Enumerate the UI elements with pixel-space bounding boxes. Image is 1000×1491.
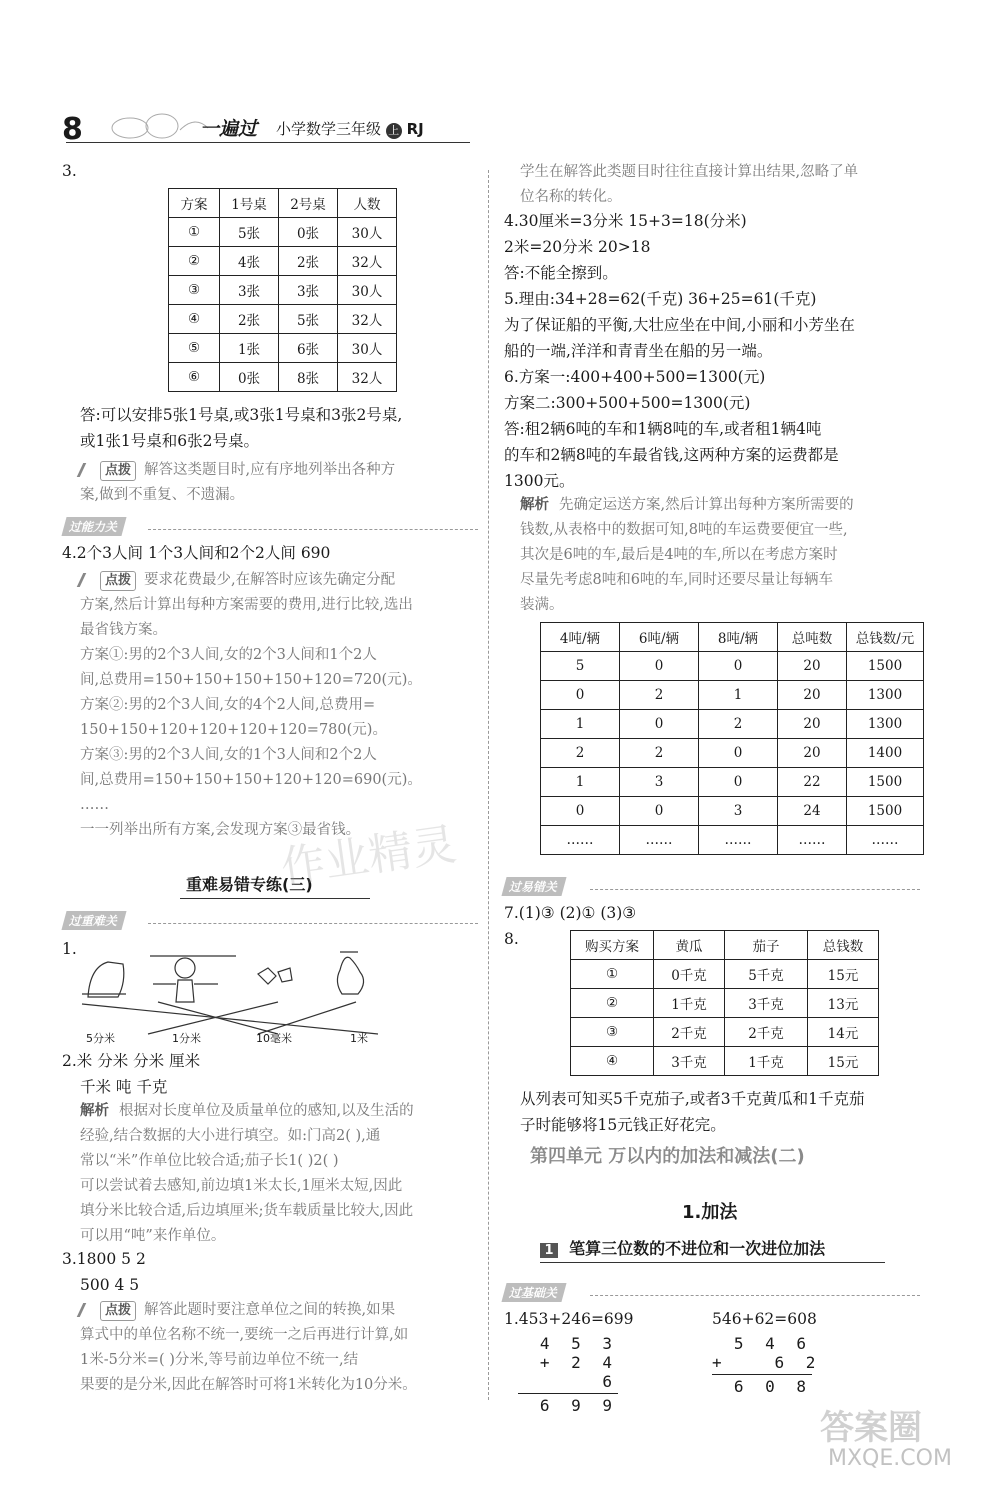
table-cell: 1300: [847, 710, 924, 739]
text-line: 学生在解答此类题目时往往直接计算出结果,忽略了单: [520, 164, 859, 180]
table-cell: 4张: [220, 247, 279, 276]
table-cell: 22: [778, 768, 847, 797]
table-row: [541, 623, 924, 652]
watermark-logo: 答案圈: [820, 1408, 922, 1448]
table-cell: 1: [541, 710, 620, 739]
text-line: 钱数,从表格中的数据可知,8吨的车运费要便宜一些,: [520, 522, 848, 538]
tip-badge: 点拨: [100, 571, 136, 591]
table-cell: 1400: [847, 739, 924, 768]
table-row: [169, 305, 397, 334]
text-line: 船的一端,洋洋和青青坐在船的另一端。: [504, 342, 773, 360]
text-line: ……: [80, 797, 109, 813]
table-cell: 30人: [338, 218, 397, 247]
text-line: 方案,然后计算出每种方案需要的费用,进行比较,选出: [80, 597, 413, 613]
table-row: [541, 797, 924, 826]
matching-lines: [78, 942, 478, 1042]
q8-label: 8.: [504, 930, 519, 948]
section-tag-difficulty: [64, 910, 124, 930]
calc-line: + 2 4 6: [539, 1353, 618, 1391]
text-line: 1米-5分米=( )分米,等号前边单位不统一,结: [80, 1352, 359, 1368]
text-line: 最省钱方案。: [80, 622, 167, 638]
text-line: 方案③:男的2个3人间,女的1个3人间和2个2人: [80, 747, 377, 763]
text-segment: 解答此题时要注意单位之间的转换,如果: [144, 1302, 396, 1318]
table-cell: 1: [541, 768, 620, 797]
table-cell: ②: [571, 989, 654, 1018]
tag-label: 过重难关: [61, 911, 126, 930]
table-row: [541, 710, 924, 739]
text-line: [80, 568, 422, 593]
table-cell: 0千克: [654, 960, 725, 989]
text-line: 的车和2辆8吨的车最省钱,这两种方案的运费都是: [504, 446, 839, 464]
match-label: 10毫米: [256, 1032, 292, 1045]
text-line: [80, 1098, 414, 1124]
text-line: 常以“米”作单位比较合适;茄子长1( )2( ): [80, 1153, 339, 1169]
table-row: [541, 768, 924, 797]
table-cell: 15元: [808, 960, 879, 989]
table-cell: 0: [699, 768, 778, 797]
pen-icon: [77, 1303, 101, 1317]
table-cell: ⑤: [169, 334, 220, 363]
text-line: 150+150+120+120+120+120=780(元)。: [80, 722, 387, 738]
text-line: 填分米比较合适,后边填厘米;货车载质量比较大,因此: [80, 1203, 414, 1219]
table-cell: 32人: [338, 305, 397, 334]
subsection-heading: [540, 1236, 825, 1259]
tip-1: [80, 458, 395, 508]
table-cell: 1千克: [725, 1047, 808, 1076]
text-line: 6.方案一:400+400+500=1300(元): [504, 368, 766, 386]
text-line: 可以用“吨”来作单位。: [80, 1228, 226, 1244]
table-cell: 1300: [847, 681, 924, 710]
text-line: 千米 吨 千克: [80, 1078, 168, 1096]
table-cell: 2张: [220, 305, 279, 334]
table-cell: 30人: [338, 334, 397, 363]
calc-line: 5 4 6: [733, 1334, 812, 1353]
text-line: [80, 1298, 417, 1323]
table-row: [571, 989, 879, 1018]
text-line: 方案①:男的2个3人间,女的2个3人间和1个2人: [80, 647, 377, 663]
table-cell: 5: [541, 652, 620, 681]
table-cell: ……: [847, 826, 924, 855]
q5-right: [504, 286, 855, 364]
text-line: 位名称的转化。: [520, 189, 622, 205]
table-header-cell: 8吨/辆: [699, 623, 778, 652]
calc-rule: [518, 1393, 618, 1394]
analysis-label: 解析: [80, 1102, 109, 1119]
table-row: [169, 334, 397, 363]
text-line: 其次是6吨的车,最后是4吨的车,所以在考虑方案时: [520, 547, 838, 563]
watermark-site: MXQE.COM: [828, 1446, 952, 1471]
text-line: 1300元。: [504, 472, 575, 490]
text-line: 2.米 分米 分米 厘米: [62, 1052, 201, 1070]
table-cell: 2千克: [725, 1018, 808, 1047]
lesson-title: 1.加法: [682, 1202, 738, 1223]
pen-icon: [77, 463, 101, 477]
table-cell: 20: [778, 710, 847, 739]
table-cell: 2千克: [654, 1018, 725, 1047]
table-cell: 3张: [220, 276, 279, 305]
table-row: [169, 363, 397, 392]
table-row: [541, 652, 924, 681]
calc-line: + 6 2: [712, 1353, 822, 1372]
table-cell: 2: [620, 739, 699, 768]
section-tag-basic: [504, 1282, 564, 1302]
table-cell: ……: [620, 826, 699, 855]
table-header-cell: 总钱数: [808, 931, 879, 960]
table-header-cell: 茄子: [725, 931, 808, 960]
table-cell: 0: [620, 797, 699, 826]
tip-badge: 点拨: [100, 1301, 136, 1321]
vertical-calc-2: [712, 1334, 822, 1396]
table-cell: 3张: [279, 276, 338, 305]
table-cell: 6张: [279, 334, 338, 363]
subsection-rule: [540, 1262, 885, 1263]
text-line: 2米=20分米 20>18: [504, 238, 651, 256]
table-cell: 5千克: [725, 960, 808, 989]
pen-icon: [77, 573, 101, 587]
section-tag-ability: [64, 516, 124, 536]
text-line: 装满。: [520, 597, 564, 613]
text-line: 案,做到不重复、不遗漏。: [80, 487, 245, 503]
text-line: 可以尝试着去感知,前边填1米太长,1厘米太短,因此: [80, 1178, 403, 1194]
table-row: [571, 931, 879, 960]
text-line: 果要的是分米,因此在解答时可将1米转化为10分米。: [80, 1377, 417, 1393]
table-row: [571, 1018, 879, 1047]
q1-label: 1.: [62, 940, 77, 958]
table-cell: 2: [699, 710, 778, 739]
q3-answer: [80, 402, 402, 454]
continued-note: [520, 160, 858, 210]
table-cell: 20: [778, 739, 847, 768]
table-cell: ……: [778, 826, 847, 855]
text-line: 从列表可知买5千克茄子,或者3千克黄瓜和1千克茄: [520, 1090, 865, 1108]
table-row: [169, 218, 397, 247]
tag-rule: [590, 889, 920, 890]
calc-line: 6 9 9: [539, 1396, 618, 1415]
tag-rule: [148, 529, 478, 530]
table-cell: ③: [169, 276, 220, 305]
table-cell: 1500: [847, 768, 924, 797]
page-number: 8: [62, 112, 83, 147]
tag-label: 过易错关: [501, 877, 566, 896]
table-header-cell: 总钱数/元: [847, 623, 924, 652]
table-header-cell: 4吨/辆: [541, 623, 620, 652]
header-decoration: [100, 110, 210, 142]
table-cell: 3: [620, 768, 699, 797]
text-line: 方案②:男的2个3人间,女的4个2人间,总费用=: [80, 697, 376, 713]
table-cell: 2张: [279, 247, 338, 276]
table-header-cell: 总吨数: [778, 623, 847, 652]
table-cell: ③: [571, 1018, 654, 1047]
table-cell: 0张: [220, 363, 279, 392]
analysis-label: 解析: [520, 496, 549, 513]
unit-title: 第四单元 万以内的加法和减法(二): [530, 1146, 805, 1167]
table-cell: ……: [541, 826, 620, 855]
text-line: [520, 492, 854, 518]
table-cell: ②: [169, 247, 220, 276]
table-cell: ④: [169, 305, 220, 334]
table-row: [541, 826, 924, 855]
text-line: 为了保证船的平衡,大壮应坐在中间,小丽和小芳坐在: [504, 316, 855, 334]
tag-label: 过基础关: [501, 1283, 566, 1302]
table-cell: ①: [169, 218, 220, 247]
analysis-6: [520, 492, 854, 618]
table-cell: 1: [699, 681, 778, 710]
table-cell: 1千克: [654, 989, 725, 1018]
q4-right: [504, 208, 747, 286]
table-row: [169, 189, 397, 218]
text-line: 解答这类题目时,应有序地列举出各种方: [144, 462, 396, 478]
subsection-number: 1: [540, 1243, 558, 1258]
practice-title: 重难易错专练(三): [186, 875, 313, 894]
q3-label: 3.: [62, 162, 77, 180]
text-line: 答:可以安排5张1号桌,或3张1号桌和3张2号桌,: [80, 406, 403, 424]
table-cell: 30人: [338, 276, 397, 305]
table-row: [169, 247, 397, 276]
edition-label: RJ: [406, 120, 424, 138]
table-header-cell: 1号桌: [220, 189, 279, 218]
table-cell: 8张: [279, 363, 338, 392]
q8-answer: [520, 1086, 865, 1138]
text-line: 一一列举出所有方案,会发现方案③最省钱。: [80, 822, 361, 838]
table-header-cell: 6吨/辆: [620, 623, 699, 652]
calc-line: 4 5 3: [539, 1334, 618, 1353]
match-label: 1米: [350, 1032, 368, 1045]
text-segment: 先确定运送方案,然后计算出每种方案所需要的: [559, 497, 854, 513]
tip-3: [80, 1298, 417, 1398]
text-line: 4.30厘米=3分米 15+3=18(分米): [504, 212, 747, 230]
text-line: 或1张1号桌和6张2号桌。: [80, 432, 259, 450]
table-row: [169, 276, 397, 305]
table-cell: 0: [699, 739, 778, 768]
text-line: 答:不能全擦到。: [504, 264, 618, 282]
calc-rule: [712, 1374, 812, 1375]
table-cell: 1500: [847, 797, 924, 826]
q7-answer: 7.(1)③ (2)① (3)③: [504, 904, 637, 922]
table-row: [541, 681, 924, 710]
table-cell: 15元: [808, 1047, 879, 1076]
text-line: 3.1800 5 2: [62, 1250, 146, 1268]
table-cell: ……: [699, 826, 778, 855]
text-line: 间,总费用=150+150+150+150+120=720(元)。: [80, 672, 422, 688]
table-cell: 24: [778, 797, 847, 826]
table-row: [571, 960, 879, 989]
text-line: 方案二:300+500+500=1300(元): [504, 394, 751, 412]
subtitle-text: 小学数学三年级: [276, 120, 382, 138]
brand-logo: 一遍过: [200, 118, 258, 140]
vertical-calc-1: [518, 1334, 618, 1415]
watermark-text: 作业精灵: [277, 818, 460, 894]
match-label: 5分米: [86, 1032, 115, 1045]
table-row: [571, 1047, 879, 1076]
table-cell: 0: [620, 710, 699, 739]
table-cell: 3千克: [654, 1047, 725, 1076]
table-header-cell: 黄瓜: [654, 931, 725, 960]
section-tag-mistakes: [504, 876, 564, 896]
table-cell: 0: [620, 652, 699, 681]
table-purchase: [570, 930, 879, 1076]
table-cell: 3千克: [725, 989, 808, 1018]
tag-label: 过能力关: [61, 517, 126, 536]
table-cell: 3: [699, 797, 778, 826]
table-cell: ④: [571, 1047, 654, 1076]
table-cell: 20: [778, 652, 847, 681]
table-cell: 5张: [279, 305, 338, 334]
table-cell: 20: [778, 681, 847, 710]
table-cell: 0: [541, 797, 620, 826]
table-trucks: [540, 622, 924, 855]
table-cell: ⑥: [169, 363, 220, 392]
text-line: 5.理由:34+28=62(千克) 36+25=61(千克): [504, 290, 817, 308]
match-label: 1分米: [172, 1032, 201, 1045]
table-cell: 0张: [279, 218, 338, 247]
table-cell: 32人: [338, 363, 397, 392]
q2-answer: [62, 1048, 200, 1100]
text-line: 经验,结合数据的大小进行填空。如:门高2( ),通: [80, 1128, 381, 1144]
table-seating: [168, 188, 397, 392]
calc2-equation: 546+62=608: [712, 1310, 817, 1328]
text-line: 算式中的单位名称不统一,要统一之后再进行计算,如: [80, 1327, 409, 1343]
table-row: [541, 739, 924, 768]
calc-line: 6 0 8: [733, 1377, 812, 1396]
grade-badge: 上: [386, 123, 402, 139]
matching-figure: [78, 942, 478, 1042]
table-cell: 5张: [220, 218, 279, 247]
table-header-cell: 方案: [169, 189, 220, 218]
table-cell: 0: [699, 652, 778, 681]
text-line: 500 4 5: [80, 1276, 140, 1294]
book-subtitle: [276, 118, 424, 139]
calc1-equation: 1.453+246=699: [504, 1310, 634, 1328]
title-rule: [180, 898, 370, 899]
analysis-1: [80, 1098, 414, 1249]
text-line: 尽量先考虑8吨和6吨的车,同时还要尽量让每辆车: [520, 572, 834, 588]
q3b-answer: [62, 1246, 146, 1298]
text-segment: 要求花费最少,在解答时应该先确定分配: [144, 572, 396, 588]
table-cell: 32人: [338, 247, 397, 276]
text-segment: 根据对长度单位及质量单位的感知,以及生活的: [119, 1103, 414, 1119]
text-line: 答:租2辆6吨的车和1辆8吨的车,或者租1辆4吨: [504, 420, 822, 438]
table-cell: 13元: [808, 989, 879, 1018]
text-line: 子时能够将15元钱正好花完。: [520, 1116, 726, 1134]
table-cell: 14元: [808, 1018, 879, 1047]
tag-rule: [148, 923, 478, 924]
tip-badge: 点拨: [100, 461, 136, 481]
table-cell: 2: [541, 739, 620, 768]
tag-rule: [590, 1295, 920, 1296]
table-cell: ①: [571, 960, 654, 989]
tip-2: [80, 568, 422, 843]
subsection-title: 笔算三位数的不进位和一次进位加法: [569, 1239, 826, 1258]
table-cell: 2: [620, 681, 699, 710]
q4-answer: 4.2个3人间 1个3人间和2个2人间 690: [62, 544, 331, 562]
table-header-cell: 人数: [338, 189, 397, 218]
table-header-cell: 2号桌: [279, 189, 338, 218]
table-cell: 0: [541, 681, 620, 710]
column-divider: [488, 170, 489, 1400]
text-line: 间,总费用=150+150+150+120+120=690(元)。: [80, 772, 422, 788]
header-rule: [66, 142, 470, 143]
table-cell: 1张: [220, 334, 279, 363]
q6-right: [504, 364, 839, 494]
table-header-cell: 购买方案: [571, 931, 654, 960]
table-cell: 1500: [847, 652, 924, 681]
